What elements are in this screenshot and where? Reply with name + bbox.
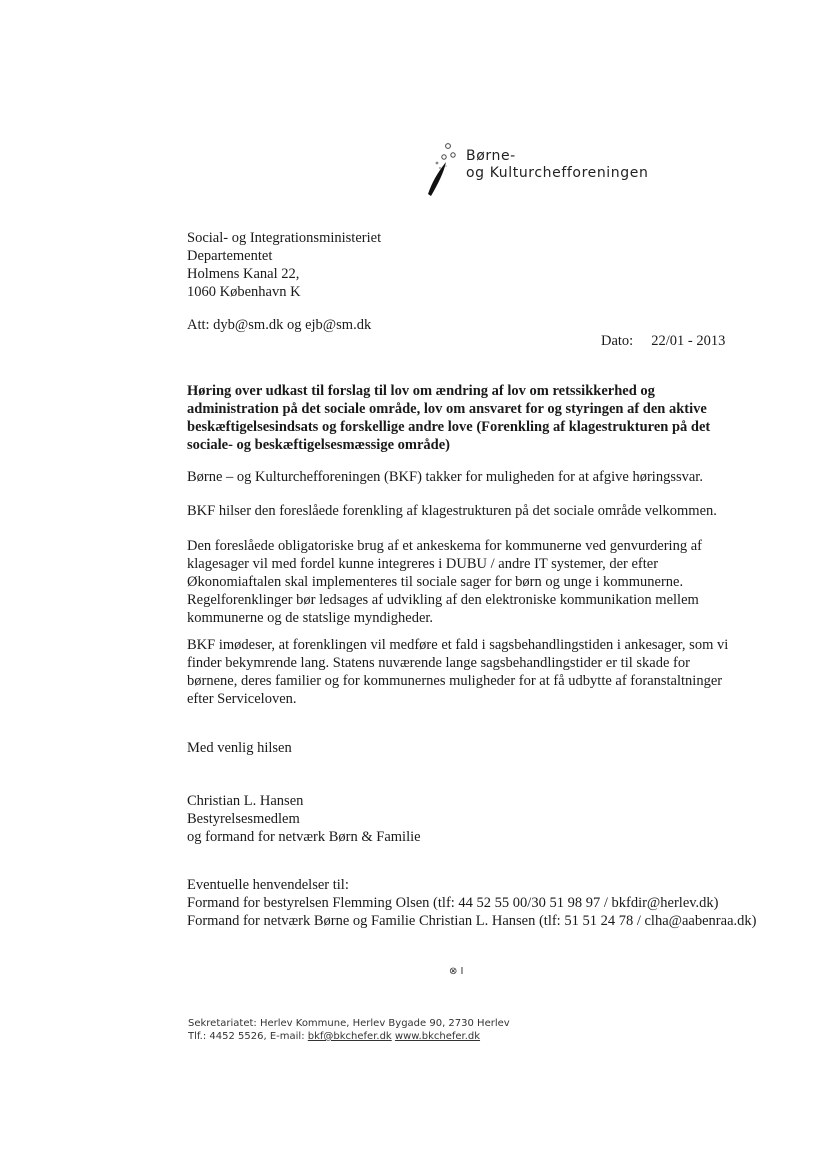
letter-subject: Høring over udkast til forslag til lov om ændring af lov om retssikkerhed og administration på det sociale område, lov om ansvaret for og styringen af den aktive beskæftigelsesindsats og forskellige andre love (Forenkling af klagestrukturen på det sociale- og beskæftigelsesmæssige område) (187, 383, 711, 453)
body-paragraph-1: Børne – og Kulturchefforeningen (BKF) takker for muligheden for at afgive høringssvar. (187, 469, 703, 485)
body-paragraph-4: BKF imødeser, at forenklingen vil medføre et fald i sagsbehandlingstiden i ankesager, som vi finder bekymrende lang. Statens nuværende lange sagsbehandlingstider er til skade for børnene, deres familier og for kommunernes muligheder for at få udbytte af foranstaltninger efter Serviceloven. (187, 637, 729, 707)
contact-heading: Eventuelle henvendelser til: (187, 877, 349, 893)
date-value: 22/01 - 2013 (651, 333, 726, 349)
letter-footer (188, 1017, 510, 1043)
recipient-line-1: Social- og Integrationsministeriet (187, 230, 382, 246)
footer-phone: Tlf.: 4452 5526, E-mail: (188, 1031, 305, 1042)
recipient-line-2: Departementet (187, 248, 273, 264)
date-line (601, 332, 725, 350)
footer-email-link[interactable]: bkf@bkchefer.dk (307, 1031, 392, 1042)
footer-contact-line (188, 1030, 510, 1043)
signer-title: Bestyrelsesmedlem (187, 811, 300, 827)
logo-line-1: Børne- (466, 148, 516, 164)
signer-role: og formand for netværk Børn & Familie (187, 829, 421, 845)
page-marker: ⊗ I (449, 966, 464, 977)
logo-line-2: og Kulturchefforeningen (466, 165, 649, 181)
footer-address: Sekretariatet: Herlev Kommune, Herlev Bygade 90, 2730 Herlev (188, 1018, 510, 1029)
recipient-line-4: 1060 København K (187, 284, 301, 300)
contact-line-2: Formand for netværk Børne og Familie Christian L. Hansen (tlf: 51 51 24 78 / clha@aabenraa.dk) (187, 913, 757, 929)
closing-greeting: Med venlig hilsen (187, 740, 292, 756)
body-paragraph-3: Den foreslåede obligatoriske brug af et ankeskema for kommunerne ved genvurdering af klagesager vil med fordel kunne integreres i DUBU / andre IT systemer, der efter Økonomiaftalen skal implementeres til sociale sager for børn og unge i kommunerne. Regelforenklinger bør ledsages af udvikling af den elektroniske kommunikation mellem kommunerne og de statslige myndigheder. (187, 538, 702, 626)
signer-name: Christian L. Hansen (187, 793, 304, 809)
footer-website-link[interactable]: www.bkchefer.dk (394, 1031, 481, 1042)
contact-line-1: Formand for bestyrelsen Flemming Olsen (tlf: 44 52 55 00/30 51 98 97 / bkfdir@herlev.dk) (187, 895, 719, 911)
date-label: Dato: (601, 333, 634, 349)
contact-block (187, 876, 756, 930)
association-logo-icon (424, 138, 464, 200)
body-paragraph-2: BKF hilser den foreslåede forenkling af klagestrukturen på det sociale område velkommen. (187, 503, 717, 519)
signature-block (187, 792, 421, 846)
attention-line: Att: dyb@sm.dk og ejb@sm.dk (187, 317, 372, 333)
recipient-address (187, 229, 381, 301)
association-logo-text (466, 148, 648, 182)
recipient-line-3: Holmens Kanal 22, (187, 266, 300, 282)
